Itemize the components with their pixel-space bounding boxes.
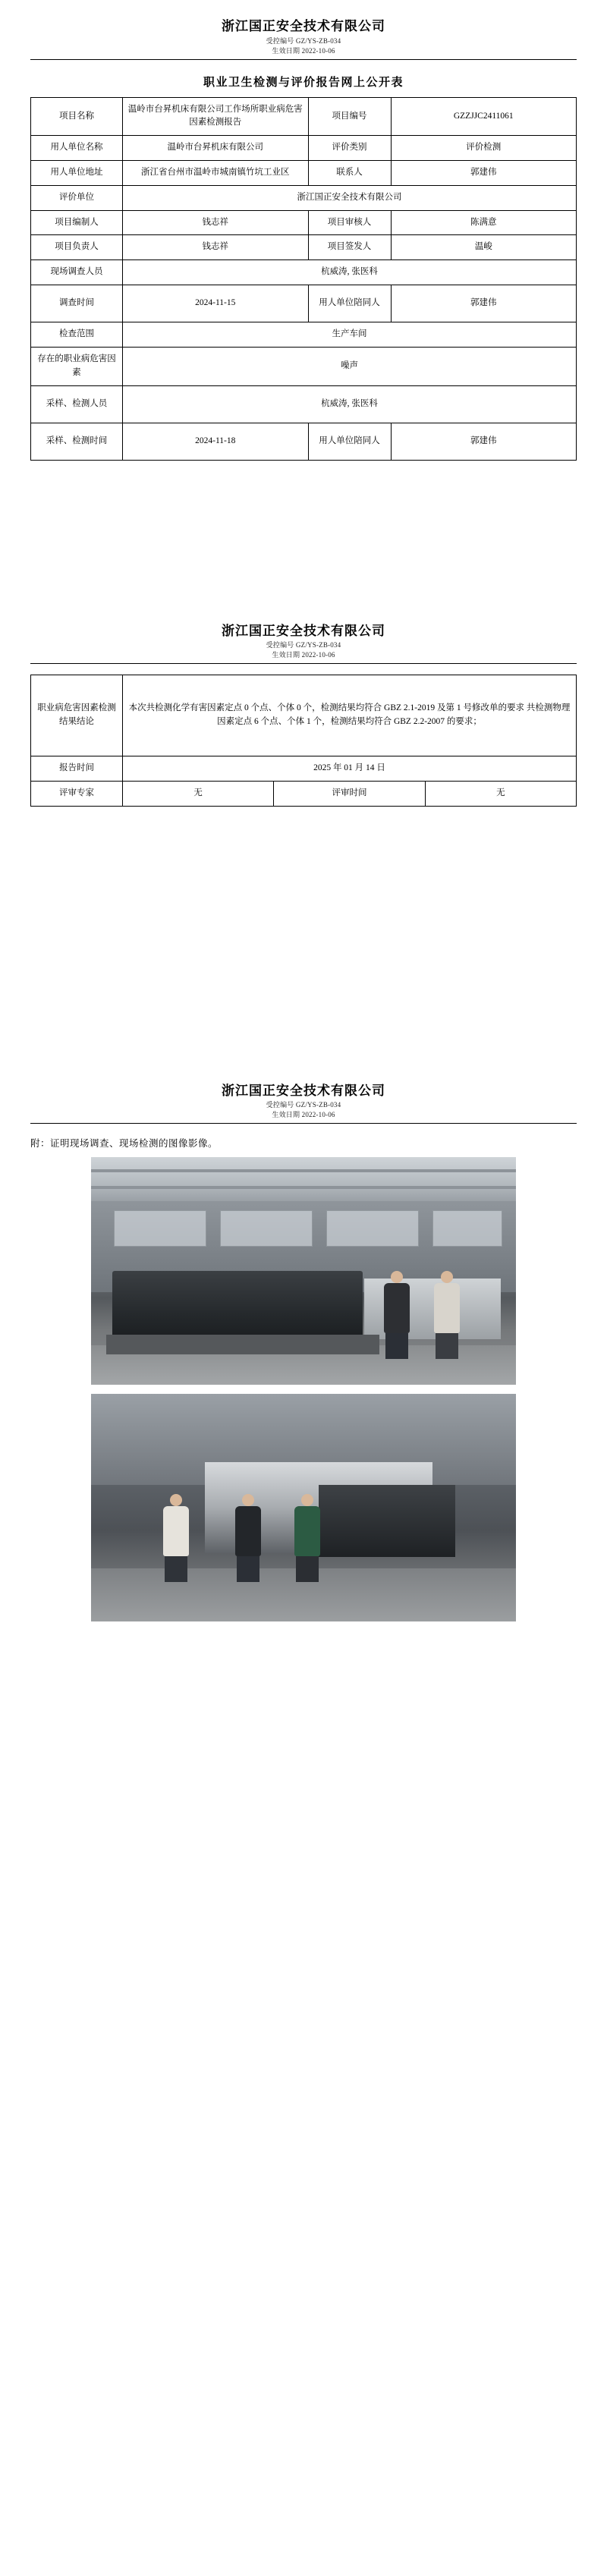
person-worker — [384, 1271, 410, 1359]
effective-date: 生效日期 2022-10-06 — [272, 46, 335, 55]
person-body — [294, 1506, 320, 1556]
person-body — [434, 1283, 460, 1333]
page-title: 职业卫生检测与评价报告网上公开表 — [203, 76, 404, 89]
person-head — [391, 1271, 403, 1283]
table-row — [31, 781, 577, 806]
effective-date: 生效日期 2022-10-06 — [272, 1111, 335, 1119]
ceiling-region — [91, 1157, 516, 1201]
header-divider — [30, 1123, 577, 1124]
row-label: 用人单位地址 — [31, 161, 123, 186]
row-value: 钱志祥 — [123, 235, 309, 260]
row-label: 采样、检测时间 — [31, 423, 123, 460]
page-break-2 — [0, 807, 607, 951]
row-value: 浙江国正安全技术有限公司 — [123, 185, 577, 210]
row-value-2: 评价检测 — [391, 136, 577, 161]
page-1 — [0, 0, 607, 461]
person-worker — [235, 1494, 261, 1582]
row-label-2: 项目编号 — [308, 97, 391, 136]
page-2 — [0, 605, 607, 807]
row-value-2: 温峻 — [391, 235, 577, 260]
row-label: 存在的职业病危害因素 — [31, 347, 123, 385]
row-label: 评审专家 — [31, 781, 123, 806]
row-label-2: 用人单位陪同人 — [308, 285, 391, 322]
project-info-table — [30, 97, 577, 461]
row-label-2: 评价类别 — [308, 136, 391, 161]
page-break-1 — [0, 461, 607, 605]
row-value: 噪声 — [123, 347, 577, 385]
row-value: 浙江省台州市温岭市城南镇竹坑工业区 — [123, 161, 309, 186]
photo-gallery — [91, 1157, 516, 1621]
table-row — [31, 385, 577, 423]
window — [114, 1210, 206, 1247]
page-2-content — [30, 605, 577, 807]
control-code: 受控编号 GZ/YS-ZB-034 — [266, 1101, 341, 1109]
table-row — [31, 675, 577, 756]
person-legs — [165, 1556, 187, 1582]
company-title: 浙江国正安全技术有限公司 — [222, 623, 385, 638]
row-label: 评价单位 — [31, 185, 123, 210]
person-legs — [237, 1556, 259, 1582]
page-3 — [0, 1065, 607, 1622]
document-header-2 — [30, 605, 577, 665]
row-label: 采样、检测人员 — [31, 385, 123, 423]
person-body — [235, 1506, 261, 1556]
row-value: 温岭市台昇机床有限公司工作场所职业病危害因素检测报告 — [123, 97, 309, 136]
row-value-2: 陈满意 — [391, 210, 577, 235]
table-row — [31, 756, 577, 782]
header-divider — [30, 663, 577, 664]
row-value: 2024-11-15 — [123, 285, 309, 322]
row-value-2: GZZJJC2411061 — [391, 97, 577, 136]
person-worker-2 — [294, 1494, 320, 1582]
table-row — [31, 235, 577, 260]
person-body — [163, 1506, 189, 1556]
machine-tool-secondary — [319, 1485, 455, 1557]
row-label: 项目名称 — [31, 97, 123, 136]
person-head — [441, 1271, 453, 1283]
company-title: 浙江国正安全技术有限公司 — [222, 1083, 385, 1098]
page-bottom-space — [0, 1631, 607, 1676]
person-head — [242, 1494, 254, 1506]
row-value: 2025 年 01 月 14 日 — [123, 756, 577, 782]
row-value: 温岭市台昇机床有限公司 — [123, 136, 309, 161]
table-row — [31, 260, 577, 285]
row-value: 生产车间 — [123, 322, 577, 348]
site-survey-photo-2 — [91, 1394, 516, 1621]
table-row — [31, 97, 577, 136]
row-value: 2024-11-18 — [123, 423, 309, 460]
person-inspector — [163, 1494, 189, 1582]
table-row — [31, 210, 577, 235]
control-code: 受控编号 GZ/YS-ZB-034 — [266, 641, 341, 650]
page-1-content — [30, 0, 577, 461]
row-label-2: 项目审核人 — [308, 210, 391, 235]
row-value: 杭威涛, 张医科 — [123, 260, 577, 285]
row-label: 职业病危害因素检测结果结论 — [31, 675, 123, 756]
person-inspector — [434, 1271, 460, 1359]
page-3-content — [30, 1065, 577, 1622]
window — [220, 1210, 313, 1247]
control-code: 受控编号 GZ/YS-ZB-034 — [266, 36, 341, 45]
row-value: 杭威涛, 张医科 — [123, 385, 577, 423]
row-label: 项目负责人 — [31, 235, 123, 260]
table-row — [31, 285, 577, 322]
person-legs — [296, 1556, 319, 1582]
company-title: 浙江国正安全技术有限公司 — [222, 19, 385, 33]
table-row — [31, 347, 577, 385]
row-label-2: 用人单位陪同人 — [308, 423, 391, 460]
effective-date: 生效日期 2022-10-06 — [272, 651, 335, 659]
row-value-2: 无 — [425, 781, 576, 806]
row-value-2: 郭建伟 — [391, 423, 577, 460]
row-value-2: 郭建伟 — [391, 285, 577, 322]
page-break-2b — [0, 951, 607, 1065]
document-header — [30, 0, 577, 60]
window — [326, 1210, 419, 1247]
document-header-3 — [30, 1065, 577, 1124]
site-survey-photo-1 — [91, 1157, 516, 1385]
person-head — [301, 1494, 313, 1506]
row-label-2: 项目签发人 — [308, 235, 391, 260]
person-legs — [436, 1333, 458, 1359]
results-table — [30, 675, 577, 807]
person-legs — [385, 1333, 408, 1359]
table-row — [31, 185, 577, 210]
row-label: 检查范围 — [31, 322, 123, 348]
attachment-note: 附：证明现场调查、现场检测的图像影像。 — [30, 1138, 219, 1150]
row-label: 现场调查人员 — [31, 260, 123, 285]
window — [432, 1210, 502, 1247]
row-value: 本次共检测化学有害因素定点 0 个点、个体 0 个，检测结果均符合 GBZ 2.1-2019 及第 1 号修改单的要求 共检测物理因素定点 6 个点、个体 1 个，检测结果均符合 GBZ 2.2-2007 的要求； — [123, 675, 577, 756]
table-row — [31, 136, 577, 161]
machine-base — [106, 1335, 379, 1354]
table-row — [31, 161, 577, 186]
ceiling-beam — [91, 1169, 516, 1172]
row-value-2: 郭建伟 — [391, 161, 577, 186]
person-body — [384, 1283, 410, 1333]
person-head — [170, 1494, 182, 1506]
row-label: 用人单位名称 — [31, 136, 123, 161]
row-label: 报告时间 — [31, 756, 123, 782]
row-value: 钱志祥 — [123, 210, 309, 235]
row-value: 无 — [123, 781, 274, 806]
header-divider — [30, 59, 577, 60]
ceiling-beam — [91, 1186, 516, 1189]
row-label: 调查时间 — [31, 285, 123, 322]
row-label-2: 评审时间 — [274, 781, 425, 806]
row-label: 项目编制人 — [31, 210, 123, 235]
table-row — [31, 423, 577, 460]
table-row — [31, 322, 577, 348]
row-label-2: 联系人 — [308, 161, 391, 186]
